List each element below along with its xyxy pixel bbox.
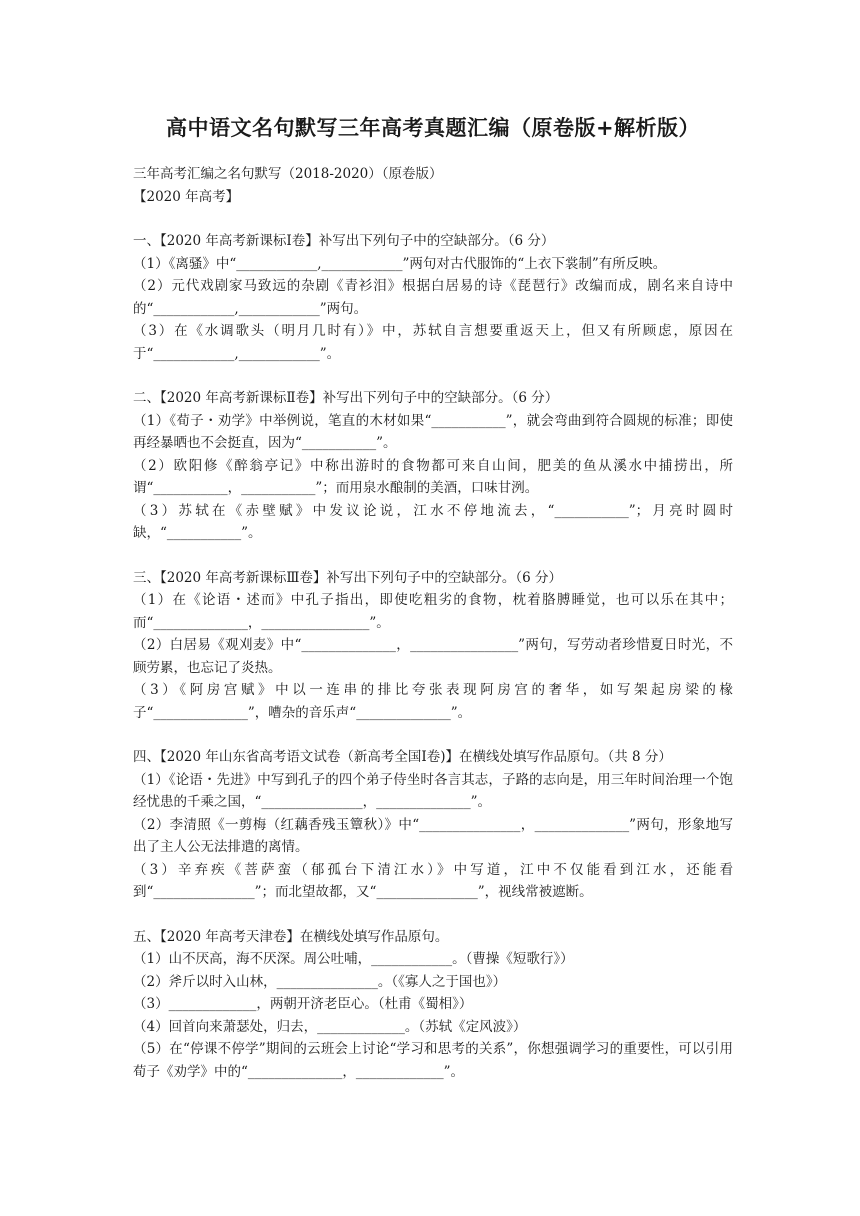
section-5 [133, 926, 733, 1084]
question-item: （1）山不厌高，海不厌深。周公吐哺，____________。（曹操《短歌行》） [133, 951, 574, 967]
question-item: （1）《论语・先进》中写到孔子的四个弟子侍坐时各言其志，子路的志向是，用三年时间治理一个饱经忧患的千乘之国，“_______________，______________”。 [133, 771, 733, 810]
question-item: （1）《荀子・劝学》中举例说，笔直的木材如果“___________”，就会弯曲到符合圆规的标准；即使再经暴晒也不会挺直，因为“___________”。 [133, 412, 733, 451]
document-body [133, 163, 733, 1083]
question-item: （2）元代戏剧家马致远的杂剧《青衫泪》根据白居易的诗《琵琶行》改编而成，剧名来自诗中的“____________,____________”两句。 [133, 278, 733, 317]
section-heading: 一、【2020 年高考新课标Ⅰ卷】补写出下列句子中的空缺部分。（6 分） [133, 233, 555, 249]
section-heading: 四、【2020 年山东省高考语文试卷（新高考全国Ⅰ卷)】在横线处填写作品原句。（共 8 分） [133, 749, 672, 765]
question-item: （3）辛弃疾《菩萨蛮（郁孤台下清江水）》中写道，江中不仅能看到江水，还能看到“_______________”；而北望故都，又“_______________”，视线常被遮断。 [133, 861, 733, 900]
spacer [133, 208, 733, 230]
page-title: 高中语文名句默写三年高考真题汇编（原卷版+解析版） [165, 116, 701, 140]
section-4 [133, 746, 733, 904]
question-item: （1）《离骚》中“____________,____________”两句对古代服饰的“上衣下裳制”有所反映。 [133, 255, 667, 272]
section-3 [133, 567, 733, 725]
question-item: （2）欧阳修《醉翁亭记》中称出游时的食物都可来自山间，肥美的鱼从溪水中捕捞出，所谓“___________，___________”；而用泉水酿制的美酒，口味甘洌。 [133, 457, 733, 496]
section-heading: 三、【2020 年高考新课标Ⅲ卷】补写出下列句子中的空缺部分。（6 分） [133, 569, 563, 586]
question-item: （2）李清照《一剪梅（红藕香残玉簟秋）》中“_______________，______________”两句，形象地写出了主人公无法排遣的离情。 [133, 816, 733, 855]
question-item: （3）在《水调歌头（明月几时有）》中，苏轼自言想要重返天上，但又有所顾虑，原因在于“____________,____________”。 [133, 323, 733, 362]
subtitle: 三年高考汇编之名句默写（2018-2020）（原卷版） [133, 166, 443, 182]
question-item: （4）回首向来萧瑟处，归去，_____________。（苏轼《定风波》） [133, 1018, 527, 1035]
question-item: （2）白居易《观刈麦》中“______________，________________”两句，写劳动者珍惜夏日时光，不顾劳累，也忘记了炎热。 [133, 637, 733, 676]
year-heading: 【2020 年高考】 [133, 188, 240, 205]
question-item: （3）_____________，两朝开济老臣心。（杜甫《蜀相》） [133, 996, 473, 1012]
question-item: （2）斧斤以时入山林，_______________。（《寡人之于国也》） [133, 973, 507, 990]
section-heading: 五、【2020 年高考天津卷】在横线处填写作品原句。 [133, 928, 449, 945]
section-1 [133, 230, 733, 365]
section-heading: 二、【2020 年高考新课标Ⅱ卷】补写出下列句子中的空缺部分。（6 分） [133, 390, 559, 406]
question-item: （5）在“停课不停学”期间的云班会上讨论“学习和思考的关系”，你想强调学习的重要性，可以引用荀子《劝学》中的“______________，_____________”。 [133, 1041, 733, 1080]
question-item: （3）苏轼在《赤壁赋》中发议论说，江水不停地流去，“___________”；月亮时圆时缺，“___________”。 [133, 502, 733, 541]
question-item: （3）《阿房宫赋》中以一连串的排比夸张表现阿房宫的奢华，如写架起房梁的椽子“______________”，嘈杂的音乐声“______________”。 [133, 682, 733, 721]
section-2 [133, 387, 733, 545]
question-item: （1）在《论语・述而》中孔子指出，即使吃粗劣的食物，枕着胳膊睡觉，也可以乐在其中；而“______________，________________”。 [133, 592, 733, 631]
